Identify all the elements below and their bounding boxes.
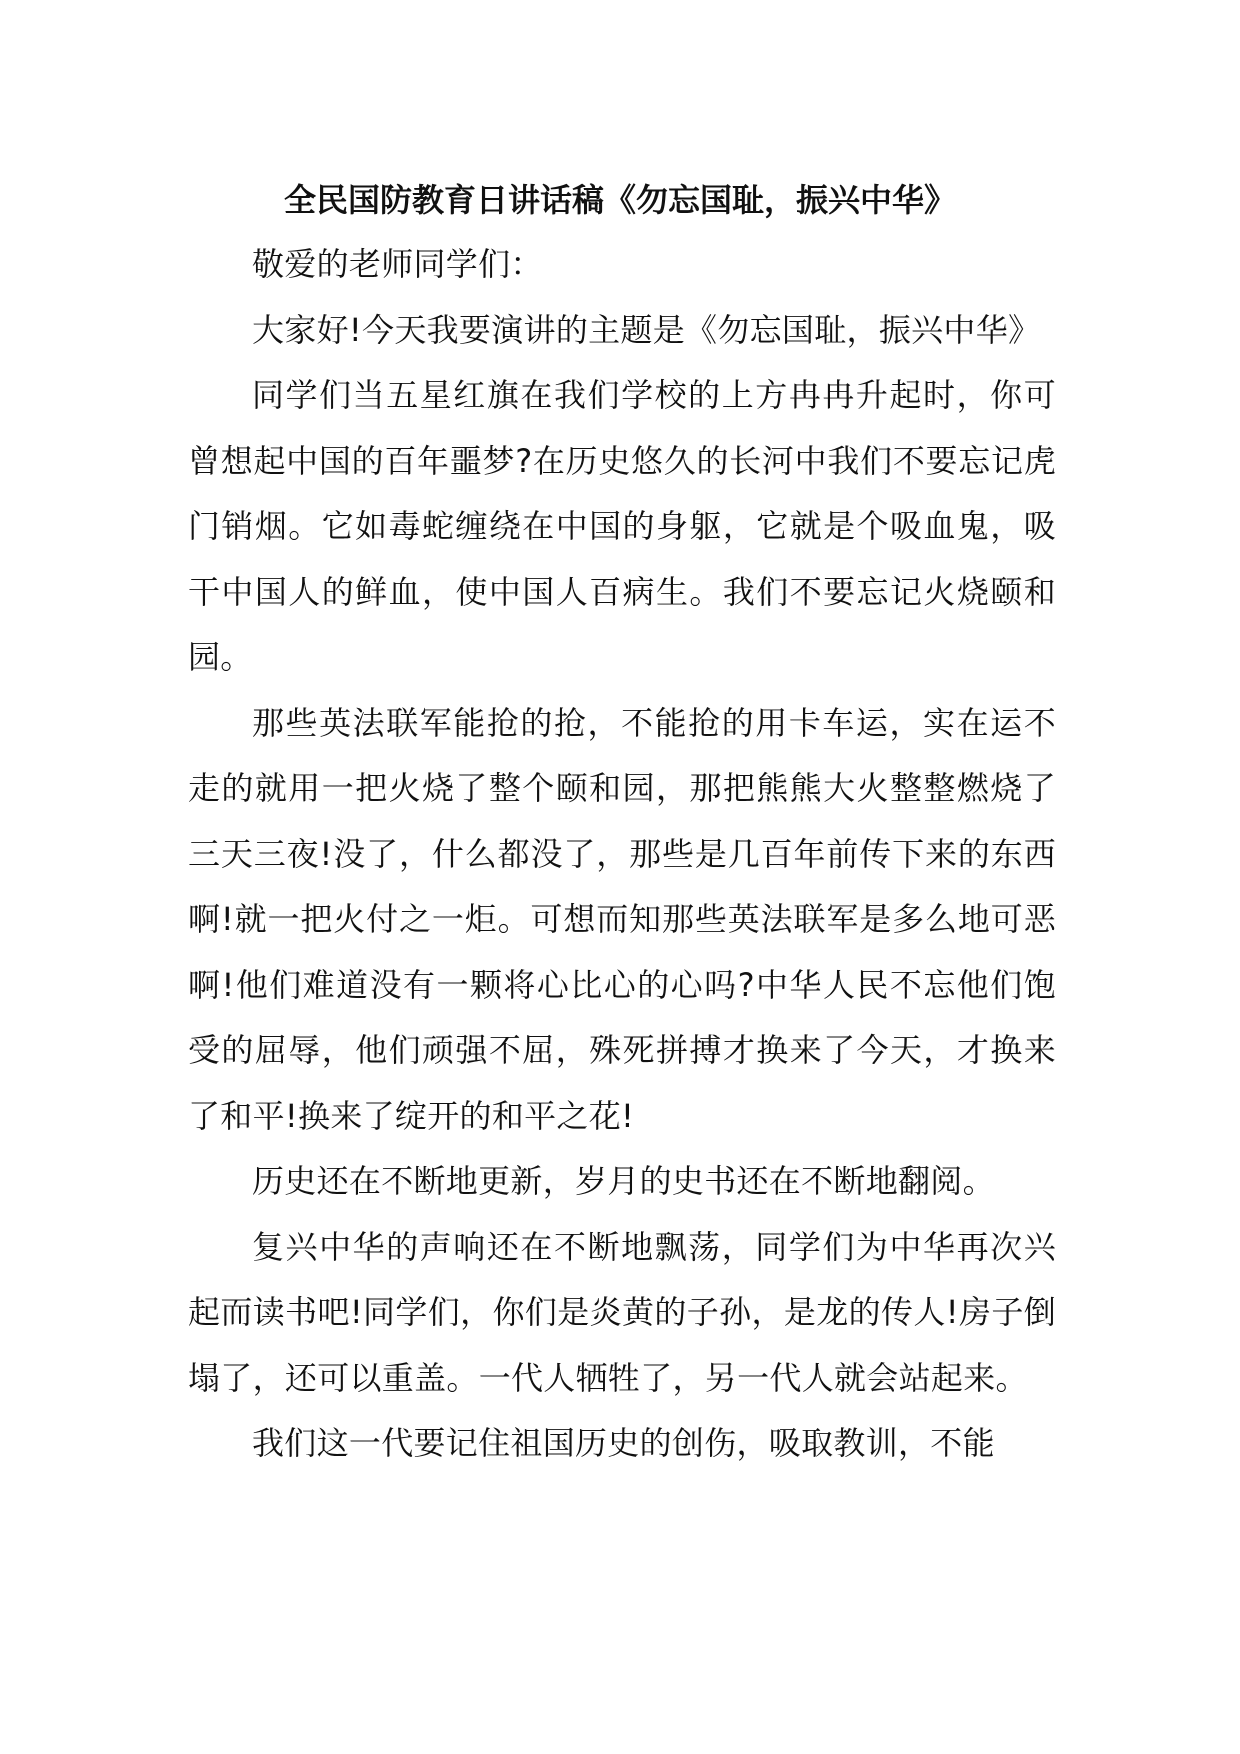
- document-title: 全民国防教育日讲话稿《勿忘国耻，振兴中华》: [283, 181, 956, 219]
- paragraph-greeting: 大家好!今天我要演讲的主题是《勿忘国耻，振兴中华》: [252, 310, 1041, 349]
- document-body: [188, 232, 1056, 1477]
- paragraph: 同学们当五星红旗在我们学校的上方冉冉升起时，你可曾想起中国的百年噩梦?在历史悠久的长河中我们不要忘记虎门销烟。它如毒蛇缠绕在中国的身躯，它就是个吸血鬼，吸干中国人的鲜血，使中国人百病生。我们不要忘记火烧颐和园。: [188, 376, 1056, 676]
- paragraph: 复兴中华的声响还在不断地飘荡，同学们为中华再次兴起而读书吧!同学们，你们是炎黄的子孙，是龙的传人!房子倒塌了，还可以重盖。一代人牺牲了，另一代人就会站起来。: [188, 1227, 1056, 1397]
- paragraph: 我们这一代要记住祖国历史的创伤，吸取教训，不能: [252, 1424, 995, 1462]
- paragraph: 历史还在不断地更新，岁月的史书还在不断地翻阅。: [252, 1162, 995, 1200]
- paragraph-salutation: 敬爱的老师同学们：: [252, 245, 543, 283]
- paragraph: 那些英法联军能抢的抢，不能抢的用卡车运，实在运不走的就用一把火烧了整个颐和园，那把熊熊大火整整燃烧了三天三夜!没了，什么都没了，那些是几百年前传下来的东西啊!就一把火付之一炬。可想而知那些英法联军是多么地可恶啊!他们难道没有一颗将心比心的心吗?中华人民不忘他们饱受的屈辱，他们顽强不屈，殊死拼搏才换来了今天，才换来了和平!换来了绽开的和平之花!: [188, 703, 1056, 1135]
